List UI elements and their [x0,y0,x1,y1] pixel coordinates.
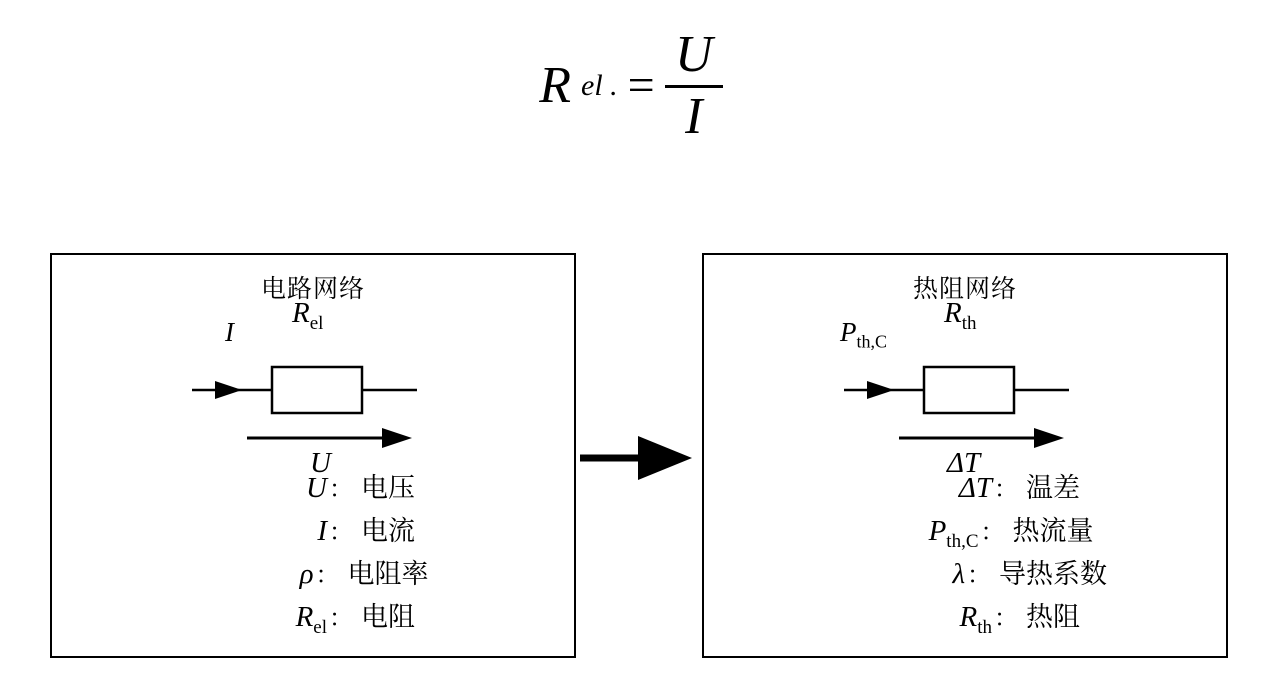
legend-symbol: λ [952,557,965,590]
circuit-input-label-electrical: I [225,317,234,347]
legend-symbol: ρ [299,557,314,590]
formula-numerator: U [674,26,713,83]
legend-item [62,599,584,640]
legend-item [710,513,1232,554]
formula-fraction [665,26,723,146]
panel-electrical-network [50,253,576,658]
legend-text: 电压 [361,472,415,504]
legend-text: 导热系数 [999,558,1107,590]
right-arrow-icon [580,428,700,488]
legend-text: 电阻率 [347,558,429,590]
circuit-diagram-electrical [52,297,574,485]
formula-equals: = [627,59,655,113]
circuit-input-label-thermal: $P_{th,C}$ [840,317,888,352]
formula-block [0,26,1262,146]
legend-colon: ： [980,517,1005,546]
circuit-diagram-thermal [704,297,1226,485]
legend-text: 温差 [1026,472,1080,504]
legend-symbol: ΔT [958,471,992,504]
circuit-flow-label-electrical: U [310,447,331,479]
legend-symbol: $R_{el}$ [295,600,327,638]
panel-title-thermal: 热阻网络 [912,274,1017,303]
formula-lhs-subscript: el . [581,69,618,103]
panel-thermal-network [702,253,1228,658]
legend-electrical [52,470,584,640]
legend-colon: ： [329,517,353,546]
panel-title-electrical: 电路网络 [260,274,365,303]
legend-symbol: $P_{th,C}$ [928,514,979,552]
circuit-flow-label-thermal: ΔT [947,447,981,479]
legend-item [710,599,1232,640]
legend-colon: ： [329,474,353,503]
legend-thermal [704,470,1232,640]
legend-colon: ： [994,474,1018,503]
legend-colon: ： [329,603,353,632]
legend-colon: ： [315,560,340,589]
legend-item [62,513,584,554]
legend-item [62,470,584,511]
legend-text: 热流量 [1012,515,1094,547]
legend-text: 电阻 [361,601,415,633]
formula-denominator: I [685,87,703,145]
legend-text: 热阻 [1026,601,1080,633]
formula-row [539,26,723,146]
legend-colon: ： [967,560,991,589]
legend-item [62,556,584,597]
circuit-resistor-label-electrical: $R_{el}$ [292,297,324,334]
legend-colon: ： [994,603,1018,632]
legend-item [710,556,1232,597]
legend-symbol: I [317,514,327,547]
legend-symbol: U [306,471,327,504]
legend-text: 电流 [361,515,415,547]
circuit-resistor-label-thermal: $R_{th}$ [944,297,977,334]
formula-lhs-symbol: R [539,57,572,115]
legend-item [710,470,1232,511]
legend-symbol: $R_{th}$ [959,600,992,638]
